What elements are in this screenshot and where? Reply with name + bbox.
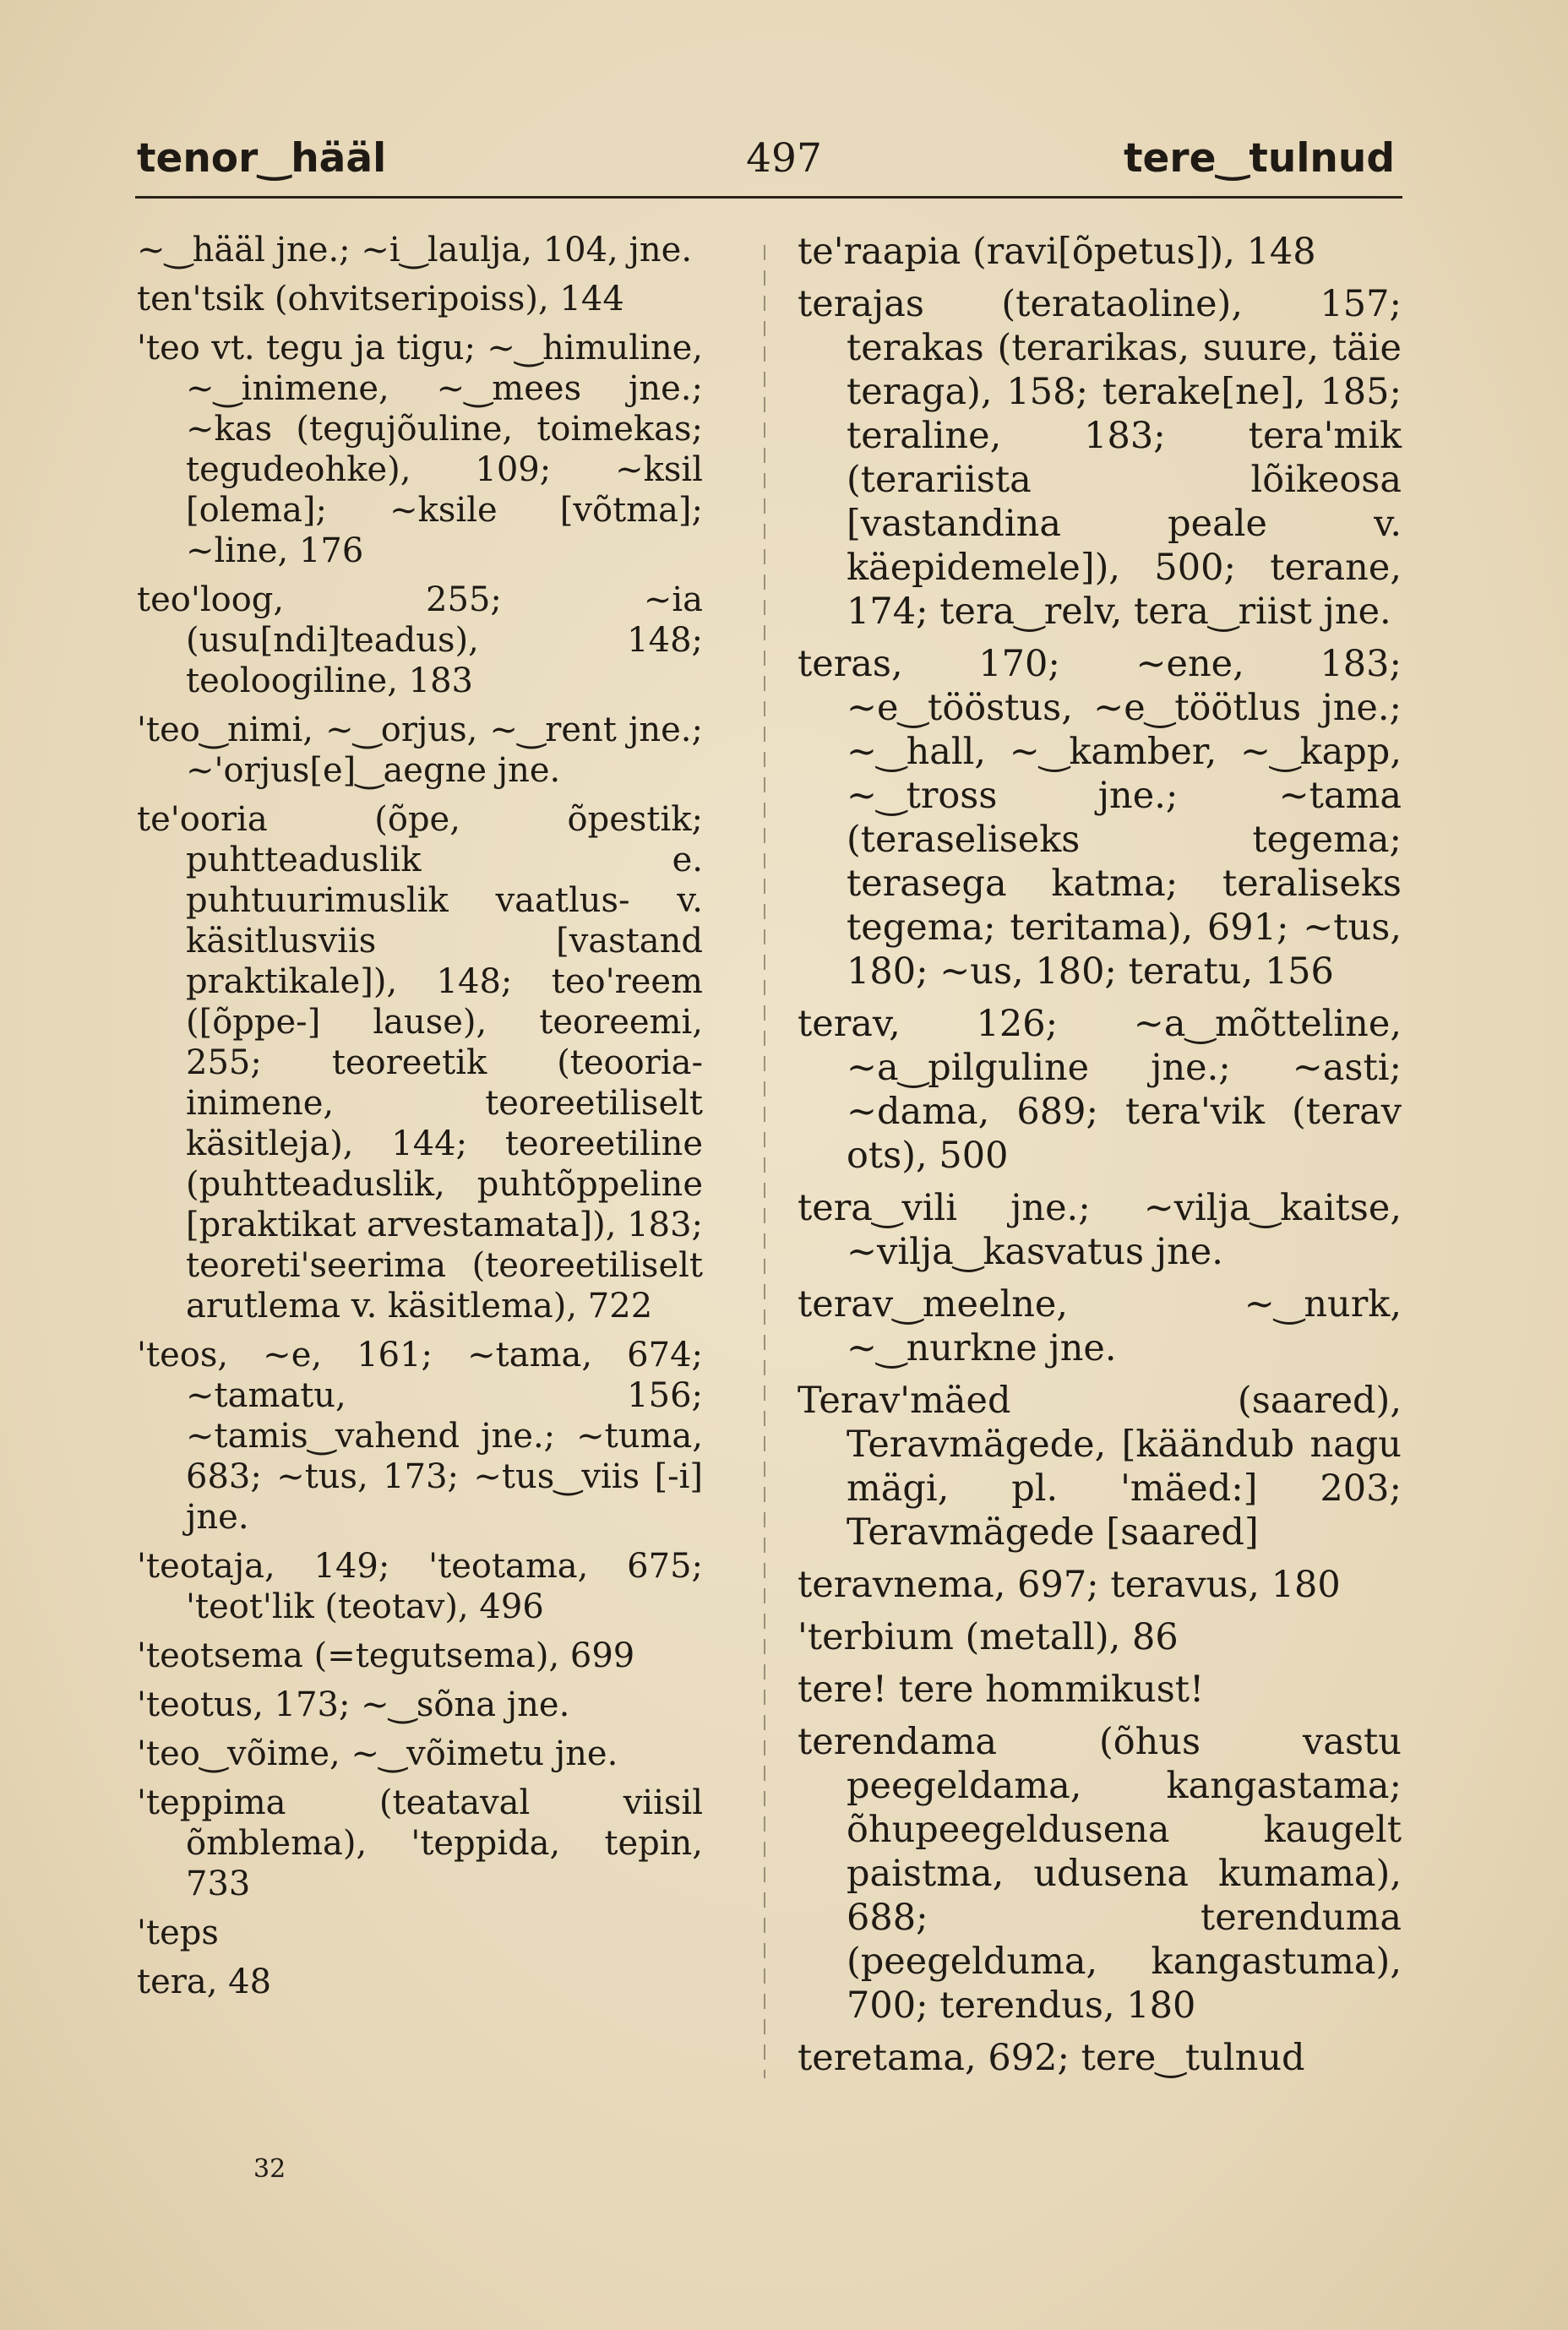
dictionary-entry: teo'loog, 255; ~ia (usu[ndi]teadus), 148; teoloogiline, 183 <box>137 580 703 700</box>
page-number: 497 <box>746 135 822 182</box>
dictionary-entry: 'teotsema (=tegutsema), 699 <box>137 1636 635 1675</box>
dictionary-entry: tere! tere hommikust! <box>798 1669 1205 1711</box>
header-first-word: tenor‿hääl <box>137 135 387 182</box>
dictionary-entry: terav, 126; ~a‿mõtteline, ~a‿pilguline jne.; ~asti; ~dama, 689; tera'vik (terav ots), 500 <box>798 1003 1402 1177</box>
dictionary-entry: terendama (õhus vastu peegeldama, kangastama; õhupeegeldusena kaugelt paistma, udusena kumama), 688; terenduma (peegelduma, kangastuma), 700; terendus, 180 <box>798 1721 1402 2027</box>
dictionary-entry: 'teos, ~e, 161; ~tama, 674; ~tamatu, 156; ~tamis‿vahend jne.; ~tuma, 683; ~tus, 173; ~tus‿viis [-i] jne. <box>137 1336 703 1537</box>
dictionary-entry: 'teotus, 173; ~‿sõna jne. <box>137 1685 570 1724</box>
dictionary-entry: teravnema, 697; teravus, 180 <box>798 1564 1341 1606</box>
header-rule <box>135 196 1402 199</box>
dictionary-entry: 'teo‿nimi, ~‿orjus, ~‿rent jne.; ~'orjus[e]‿aegne jne. <box>137 710 703 790</box>
dictionary-entry: tera‿vili jne.; ~vilja‿kaitse, ~vilja‿kasvatus jne. <box>798 1187 1402 1273</box>
page-header <box>0 135 1568 186</box>
dictionary-entry: tera, 48 <box>137 1963 272 2001</box>
dictionary-entry: te'ooria (õpe, õpestik; puhtteaduslik e. puhtuurimuslik vaatlus- v. käsitlusviis [vastand praktikale]), 148; teo'reem ([õppe-] lause), teoreemi, 255; teoreetik (teooria-inimene, teoreetiliselt käsitleja), 144; teoreetiline (puhtteaduslik, puhtõppeline [praktikat arvestamata]), 183; teoreti'seerima (teoreetiliselt arutlema v. käsitlema), 722 <box>137 800 704 1326</box>
dictionary-entry: 'teps <box>137 1914 219 1952</box>
dictionary-entry: 'teppima (teataval viisil õmblema), 'teppida, tepin, 733 <box>137 1783 703 1903</box>
dictionary-entry: ~‿hääl jne.; ~i‿laulja, 104, jne. <box>137 231 693 269</box>
dictionary-entry: terav‿meelne, ~‿nurk, ~‿nurkne jne. <box>798 1283 1402 1369</box>
dictionary-entry: 'terbium (metall), 86 <box>798 1616 1179 1658</box>
dictionary-entry: terajas (terataoline), 157; terakas (terarikas, suure, täie teraga), 158; terake[ne], 185; teraline, 183; tera'mik (terariista lõikeosa [vastandina peale v. käepidemele]), 500; terane, 174; tera‿relv, tera‿riist jne. <box>798 283 1402 633</box>
header-last-word: tere‿tulnud <box>1124 135 1395 182</box>
left-column <box>137 230 703 2011</box>
dictionary-entry: teretama, 692; tere‿tulnud <box>798 2037 1305 2079</box>
signature-mark: 32 <box>253 2154 286 2184</box>
dictionary-entry: 'teo‿võime, ~‿võimetu jne. <box>137 1734 618 1773</box>
dictionary-entry: 'teo vt. tegu ja tigu; ~‿himuline, ~‿inimene, ~‿mees jne.; ~kas (tegujõuline, toimekas; tegudeohke), 109; ~ksil [olema]; ~ksile [võtma]; ~line, 176 <box>137 329 703 570</box>
column-divider <box>764 245 765 2078</box>
dictionary-entry: teras, 170; ~ene, 183; ~e‿tööstus, ~e‿töötlus jne.; ~‿hall, ~‿kamber, ~‿kapp, ~‿tross jne.; ~tama (teraseliseks tegema; terasega katma; teraliseks tegema; teritama), 691; ~tus, 180; ~us, 180; teratu, 156 <box>798 643 1402 993</box>
dictionary-entry: ten'tsik (ohvitseripoiss), 144 <box>137 280 624 318</box>
dictionary-entry: te'raapia (ravi[õpetus]), 148 <box>798 231 1316 273</box>
right-column <box>798 230 1402 2088</box>
dictionary-entry: Terav'mäed (saared), Teravmägede, [käändub nagu mägi, pl. 'mäed:] 203; Teravmägede [saared] <box>798 1380 1402 1554</box>
dictionary-entry: 'teotaja, 149; 'teotama, 675; 'teot'lik (teotav), 496 <box>137 1547 703 1626</box>
